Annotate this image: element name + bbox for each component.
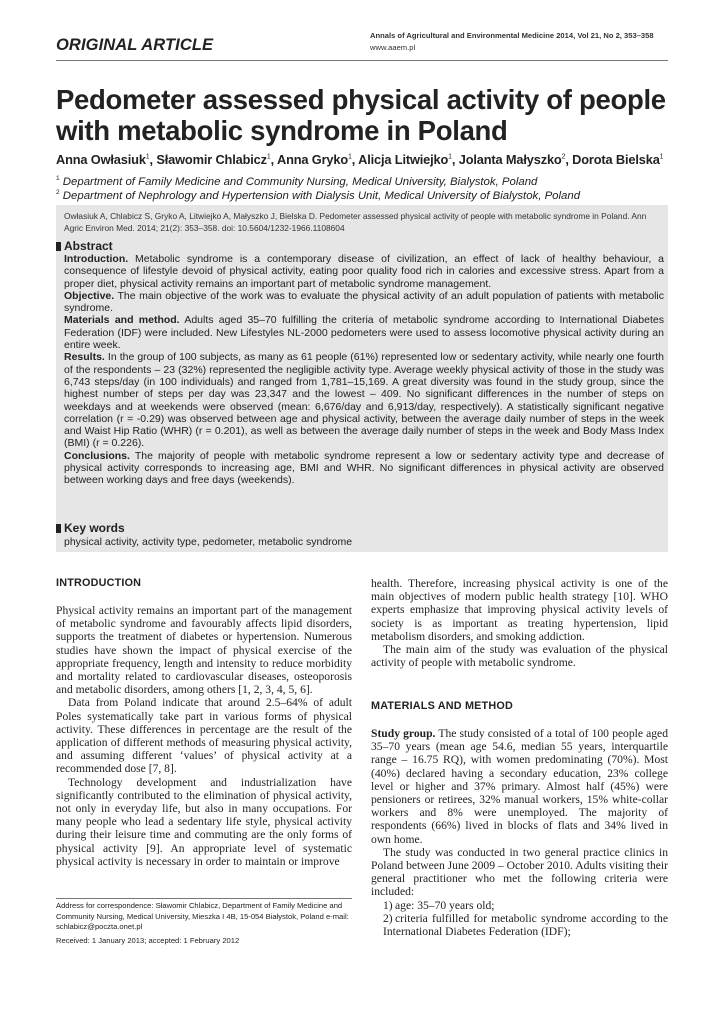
author-name: Jolanta Małyszko [458, 152, 562, 167]
author-affiliation-mark: 1 [266, 153, 271, 161]
abstract-body [64, 253, 664, 487]
affiliation-2 [56, 189, 676, 202]
methods-paragraph-1: Study group. The study consisted of a total of 100 people aged 35–70 years (mean age 54.6, median 55 years, interquartile range – 16.75 RQ), with women predominating (70%). Most (40%) declared having a secondary education, 23% college level or higher and 37% primary. Almost half (45%) were pensioners or retirees, 32% manual workers, 15% white-collar workers and 8% were unemployed. The majority of respondents (66%) lived in blocks of flats and 34% lived in own home. [371, 727, 668, 846]
keywords-heading: Key words [56, 521, 125, 535]
suggested-citation: Owłasiuk A, Chlabicz S, Gryko A, Litwiejko A, Małyszko J, Bielska D. Pedometer assessed physical activity of people with metabolic syndrome in Poland. Ann Agric Environ Med. 2014; 21(2): 353–358. doi: 10.5604/1232-1966.1108604 [64, 211, 647, 233]
received-accepted-dates: Received: 1 January 2013; accepted: 1 February 2012 [56, 936, 240, 945]
author-affiliation-mark: 2 [561, 153, 566, 161]
right-column-top [371, 577, 668, 669]
right-column-methods [371, 727, 668, 938]
author-name: Alicja Litwiejko [358, 152, 449, 167]
author-name: Anna Gryko [276, 152, 349, 167]
author-affiliation-mark: 1 [348, 153, 352, 161]
journal-url[interactable]: www.aaem.pl [370, 43, 416, 52]
methods-heading: MATERIALS AND METHOD [371, 700, 513, 712]
abstract-heading: Abstract [56, 239, 113, 253]
affiliation-number: 1 [56, 175, 60, 182]
square-bullet-icon [56, 242, 61, 251]
intro-paragraph-3: Technology development and industrialization have significantly contributed to the elimination of physical activity, not only in everyday life, but also in many occupations. For many people who lead a sedentary life style, physical activity during their leisure time and commuting are the only forms of physical activity [9]. An appropriate level of systematic physical activity is necessary in order to maintain or improve [56, 775, 352, 868]
criteria-item: 1) age: 35–70 years old; [383, 898, 495, 912]
affiliation-number: 2 [56, 189, 60, 196]
author-affiliation-mark: 1 [448, 153, 452, 161]
left-column [56, 604, 352, 868]
header-divider [56, 60, 668, 61]
intro-paragraph-5: The main aim of the study was evaluation of the physical activity of people with metabolic syndrome. [371, 643, 668, 670]
article-title: Pedometer assessed physical activity of people with metabolic syndrome in Poland [56, 84, 666, 146]
intro-paragraph-1: Physical activity remains an important part of the management of metabolic syndrome and favourably affects lipid disorders, supports the treatment of diabetes or hypertension. Numerous studies have shown the impact of physical exercise of the appropriate frequency, length and intensity to reduce morbidity and mortality related to cardiovascular diseases, osteoporosis and metabolic disorders, among others [1, 2, 3, 4, 5, 6]. [56, 604, 352, 697]
affiliation-text: Department of Nephrology and Hypertension with Dialysis Unit, Medical University of Bialystok, Poland [62, 189, 581, 202]
footnote-divider [56, 898, 352, 899]
keywords-text: physical activity, activity type, pedometer, metabolic syndrome [64, 536, 353, 548]
intro-paragraph-2: Data from Poland indicate that around 2.5–64% of adult Poles systematically take part in various forms of physical activity. These differences in percentage are the result of the application of different methods of measuring physical activity, and assuming different ‘values’ of physical activity at a recommended dose [7, 8]. [56, 696, 352, 776]
abstract-introduction: Introduction. Metabolic syndrome is a contemporary disease of civilization, an effect of lack of healthy behaviour, a consequence of lifestyle devoid of physical activity, eating poor quality food rich in calories and excessive stress. Apart from a proper diet, physical activity remains an important part of metabolic syndrome management. [64, 253, 664, 290]
author-list: Anna Owłasiuk$^1$, Sławomir Chlabicz$^1$, Anna Gryko$^1$, Alicja Litwiejko$^1$, Jolanta Małyszko$^2$, Dorota Bielska$^1$ [56, 152, 664, 167]
square-bullet-icon [56, 524, 61, 533]
article-type-label: ORIGINAL ARTICLE [56, 36, 214, 54]
correspondence-address: Address for correspondence: Sławomir Chlabicz, Department of Family Medicine and Community Nursing, Medical University, Mieszka I 4B, 15-054 Białystok, Poland e-mail: schlabicz@poczta.onet.pl [56, 901, 349, 932]
affiliation-1 [56, 175, 676, 188]
author-affiliation-mark: 1 [659, 153, 664, 161]
abstract-objective: Objective. The main objective of the work was to evaluate the physical activity of an adult population of patients with metabolic syndrome. [64, 289, 664, 315]
author-affiliation-mark: 1 [145, 153, 150, 161]
abstract-methods: Materials and method. Adults aged 35–70 fulfilling the criteria of metabolic syndrome according to International Diabetes Federation (IDF) were included. New Lifestyles NL-2000 pedometers were used to assess locomotive physical activity during an entire week. [64, 314, 664, 352]
abstract-results: Results. In the group of 100 subjects, as many as 61 people (61%) represented low or sedentary activity, while nearly one fourth of the respondents – 23 (32%) represented the negligible activity type. Average weekly physical activity of those in the study was 6,743 steps/day (in 100 individuals) and ranged from 1,781–15,169. A great diversity was found in the study group, since the highest number of steps per day was 23,347 and the lowest – 409. No significant differences in the number of steps on weekdays and at weekends were observed (mean: 6,676/day and 6,913/day, respectively). A statistically significant negative correlation (r = -0.29) was observed between age and physical activity, between the average daily number of steps in the week and Waist Hip Ratio (WHR) (r = 0.201), as well as between the average daily number of steps in the week and Body Mass Index (BMI) (r = 0.226). [64, 351, 665, 450]
journal-citation-header: Annals of Agricultural and Environmental Medicine 2014, Vol 21, No 2, 353–358 [370, 31, 654, 40]
affiliation-text: Department of Family Medicine and Community Nursing, Medical University, Bialystok, Poland [62, 175, 538, 188]
author-name: Anna Owłasiuk [56, 152, 146, 167]
criteria-item: 2) criteria fulfilled for metabolic syndrome according to the International Diabetes Federation (IDF); [383, 911, 668, 939]
introduction-heading: INTRODUCTION [56, 577, 142, 589]
abstract-conclusions: Conclusions. The majority of people with metabolic syndrome represent a low or sedentary activity type and decrease of physical activity corresponds to increasing age, BMI and WHR. No significant differences in physical activity are observed between working days and free days (weekends). [64, 449, 664, 487]
intro-paragraph-4: health. Therefore, increasing physical activity is one of the main objectives of modern public health strategy [10]. WHO experts emphasize that improving physical activity levels of society is as important as treating hypertension, lipid metabolism disorders, and smoking addiction. [371, 577, 668, 643]
author-name: Sławomir Chlabicz [156, 152, 267, 167]
methods-paragraph-2: The study was conducted in two general practice clinics in Poland between June 2009 – October 2010. Adults visiting their general practitioner who met the following criteria were included: [371, 845, 668, 899]
author-name: Dorota Bielska [572, 152, 660, 167]
